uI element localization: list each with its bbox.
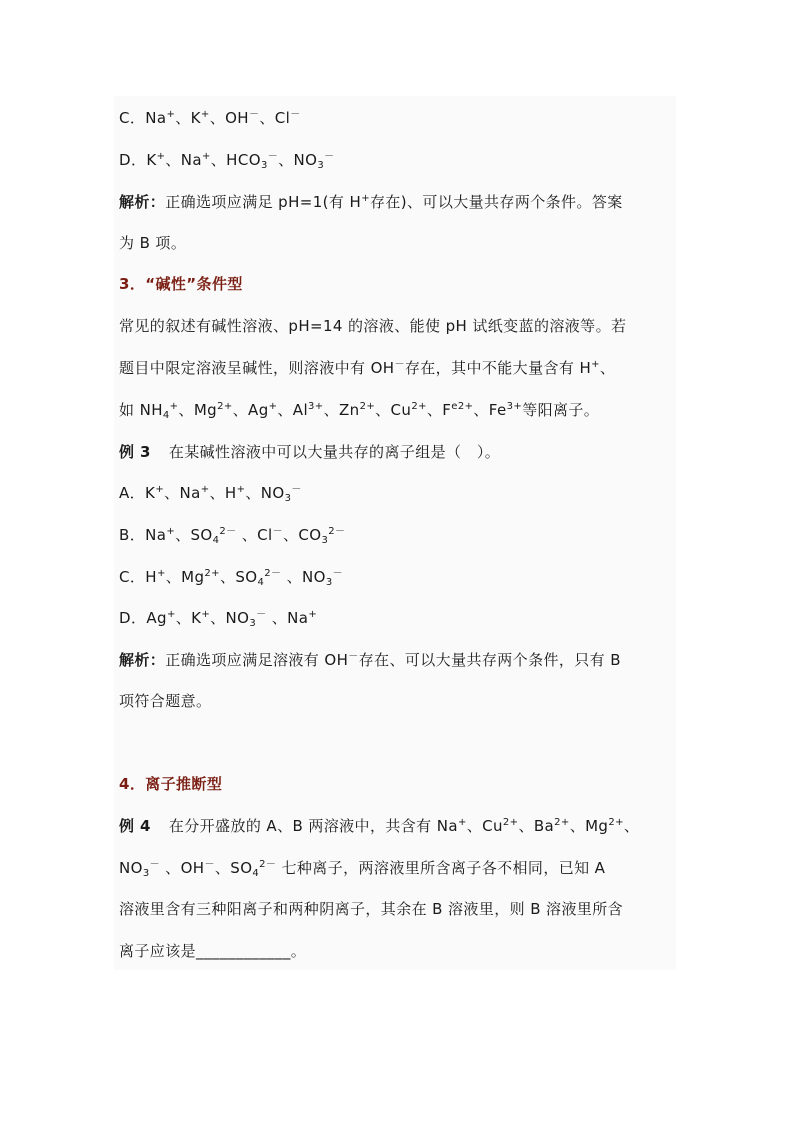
superscript-text: － bbox=[394, 359, 405, 370]
text-span: 、Fe bbox=[473, 401, 507, 419]
text-span: 在某碱性溶液中可以大量共存的离子组是（ ）。 bbox=[168, 443, 501, 461]
superscript-text: 2+ bbox=[608, 817, 624, 828]
superscript-text: 3+ bbox=[308, 401, 324, 412]
text-span: 、NO bbox=[278, 151, 318, 169]
superscript-text: 2－ bbox=[219, 526, 237, 537]
text-span: 、 bbox=[599, 359, 616, 377]
superscript-text: 2+ bbox=[359, 401, 376, 412]
subscript-text: 4 bbox=[162, 410, 170, 421]
superscript-text: + bbox=[200, 484, 210, 495]
subscript-text: 3 bbox=[249, 618, 257, 629]
subscript-text: 4 bbox=[257, 577, 265, 588]
superscript-text: + bbox=[268, 401, 278, 412]
example-4-line-1 bbox=[119, 816, 639, 836]
text-span: 七种离子，两溶液里所含离子各不相同，已知 A bbox=[276, 859, 606, 877]
example-3-option-d bbox=[119, 608, 317, 628]
text-span: 、CO bbox=[282, 526, 322, 544]
text-span: 、Na bbox=[266, 609, 309, 627]
superscript-text: + bbox=[155, 484, 165, 495]
text-span: 、OH bbox=[160, 859, 205, 877]
text-span: 例 3 bbox=[119, 443, 151, 461]
text-span: D．K bbox=[119, 151, 157, 169]
text-span: D．Ag bbox=[119, 609, 167, 627]
superscript-text: + bbox=[201, 609, 211, 620]
text-span: 例 4 bbox=[119, 817, 151, 835]
text-span: 、Cl bbox=[259, 109, 291, 127]
text-span: 存在，其中不能大量含有 H bbox=[404, 359, 592, 377]
text-span: 、Na bbox=[165, 151, 202, 169]
text-span: 、Mg bbox=[569, 817, 609, 835]
text-span: 、OH bbox=[209, 109, 249, 127]
text-span: 、HCO bbox=[210, 151, 261, 169]
text-span: 、K bbox=[175, 609, 202, 627]
text-span: 存在、可以大量共存两个条件，只有 B bbox=[358, 651, 621, 669]
text-span: 、NO bbox=[210, 609, 250, 627]
subscript-text: 3 bbox=[325, 577, 333, 588]
option-c-1 bbox=[119, 108, 301, 128]
section-heading-3: 3．“碱性”条件型 bbox=[119, 275, 243, 293]
superscript-text: + bbox=[166, 109, 176, 120]
example-3-option-b bbox=[119, 525, 345, 545]
text-span: 、Ag bbox=[232, 401, 269, 419]
text-span: 、NO bbox=[245, 484, 285, 502]
text-span: 解析： bbox=[119, 193, 166, 211]
superscript-text: + bbox=[202, 151, 211, 162]
text-span: A．K bbox=[119, 484, 156, 502]
text-span: 正确选项应满足 pH=1(有 H bbox=[165, 193, 362, 211]
text-span: 题目中限定溶液呈碱性，则溶液中有 OH bbox=[119, 359, 395, 377]
text-span: 、SO bbox=[175, 526, 213, 544]
text-span: 、H bbox=[209, 484, 237, 502]
superscript-text: － bbox=[272, 526, 283, 537]
example-3-question bbox=[119, 442, 500, 462]
text-span: 、Cl bbox=[236, 526, 273, 544]
text-span: 、SO bbox=[214, 859, 253, 877]
superscript-text: + bbox=[156, 151, 166, 162]
superscript-text: 2+ bbox=[411, 401, 427, 412]
superscript-text: － bbox=[249, 109, 260, 120]
superscript-text: + bbox=[166, 526, 176, 537]
text-span: 、Na bbox=[164, 484, 201, 502]
text-span: 、Cu bbox=[466, 817, 503, 835]
section-heading-4: 4．离子推断型 bbox=[119, 775, 223, 793]
subscript-text: 3 bbox=[321, 535, 329, 546]
text-span: 、F bbox=[426, 401, 452, 419]
text-span: 存在)、可以大量共存两个条件。答案 bbox=[369, 193, 623, 211]
superscript-text: － bbox=[324, 151, 335, 162]
text-span: 、 bbox=[623, 817, 640, 835]
superscript-text: － bbox=[149, 859, 160, 870]
section-3-para-line-3 bbox=[119, 400, 599, 420]
subscript-text: 3 bbox=[260, 160, 268, 171]
superscript-text: － bbox=[291, 484, 302, 495]
text-span: 、NO bbox=[281, 568, 326, 586]
superscript-text: － bbox=[267, 151, 279, 162]
superscript-text: 2－ bbox=[264, 568, 282, 579]
superscript-text: + bbox=[156, 568, 166, 579]
superscript-text: － bbox=[290, 109, 301, 120]
text-span: 等阳离子。 bbox=[522, 401, 600, 419]
superscript-text: 3+ bbox=[506, 401, 523, 412]
subscript-text: 4 bbox=[212, 535, 220, 546]
option-d-1 bbox=[119, 150, 335, 170]
text-span: C．H bbox=[119, 568, 157, 586]
text-span: 在分开盛放的 A、B 两溶液中，共含有 Na bbox=[168, 817, 458, 835]
superscript-text: 2+ bbox=[204, 568, 220, 579]
superscript-text: － bbox=[348, 651, 359, 662]
text-span: 、Mg bbox=[178, 401, 218, 419]
text-span: 、Al bbox=[277, 401, 309, 419]
superscript-text: e2+ bbox=[451, 401, 474, 412]
example-4-line-3: 溶液里含有三种阳离子和两种阴离子，其余在 B 溶液里，则 B 溶液里所含 bbox=[119, 900, 624, 918]
superscript-text: + bbox=[169, 401, 179, 412]
section-3-para-line-1: 常见的叙述有碱性溶液、pH=14 的溶液、能使 pH 试纸变蓝的溶液等。若 bbox=[119, 317, 627, 335]
superscript-text: 2+ bbox=[502, 817, 519, 828]
superscript-text: 2－ bbox=[259, 859, 277, 870]
text-span: 解析： bbox=[119, 651, 166, 669]
superscript-text: + bbox=[236, 484, 246, 495]
superscript-text: － bbox=[204, 859, 215, 870]
text-span: 、K bbox=[175, 109, 201, 127]
subscript-text: 3 bbox=[284, 493, 292, 504]
superscript-text: 2+ bbox=[554, 817, 570, 828]
text-span: 、Ba bbox=[518, 817, 555, 835]
analysis-1-line-1 bbox=[119, 192, 623, 212]
subscript-text: 4 bbox=[252, 868, 260, 879]
subscript-text: 3 bbox=[142, 868, 150, 879]
example-4-line-4: 离子应该是____________。 bbox=[119, 942, 307, 960]
superscript-text: + bbox=[457, 817, 467, 828]
superscript-text: － bbox=[256, 609, 267, 620]
superscript-text: + bbox=[166, 609, 176, 620]
superscript-text: + bbox=[361, 193, 370, 204]
text-span: 、SO bbox=[219, 568, 258, 586]
text-span: NO bbox=[119, 859, 143, 877]
text-span: 如 NH bbox=[119, 401, 163, 419]
superscript-text: 2－ bbox=[328, 526, 346, 537]
text-span: B．Na bbox=[119, 526, 167, 544]
example-3-option-c bbox=[119, 567, 343, 587]
superscript-text: + bbox=[591, 359, 600, 370]
subscript-text: 3 bbox=[317, 160, 325, 171]
example-3-option-a bbox=[119, 483, 302, 503]
text-span: 、Zn bbox=[323, 401, 360, 419]
example-4-line-2 bbox=[119, 858, 605, 878]
text-span: C．Na bbox=[119, 109, 167, 127]
text-span: 正确选项应满足溶液有 OH bbox=[165, 651, 349, 669]
analysis-2-line-2: 项符合题意。 bbox=[119, 692, 212, 710]
text-span: 、Cu bbox=[375, 401, 412, 419]
superscript-text: 2+ bbox=[217, 401, 233, 412]
superscript-text: + bbox=[308, 609, 318, 620]
superscript-text: + bbox=[200, 109, 210, 120]
section-3-para-line-2 bbox=[119, 358, 615, 378]
text-span: 、Mg bbox=[165, 568, 205, 586]
analysis-1-line-2: 为 B 项。 bbox=[119, 234, 187, 252]
superscript-text: － bbox=[332, 568, 343, 579]
analysis-2-line-1 bbox=[119, 650, 621, 670]
